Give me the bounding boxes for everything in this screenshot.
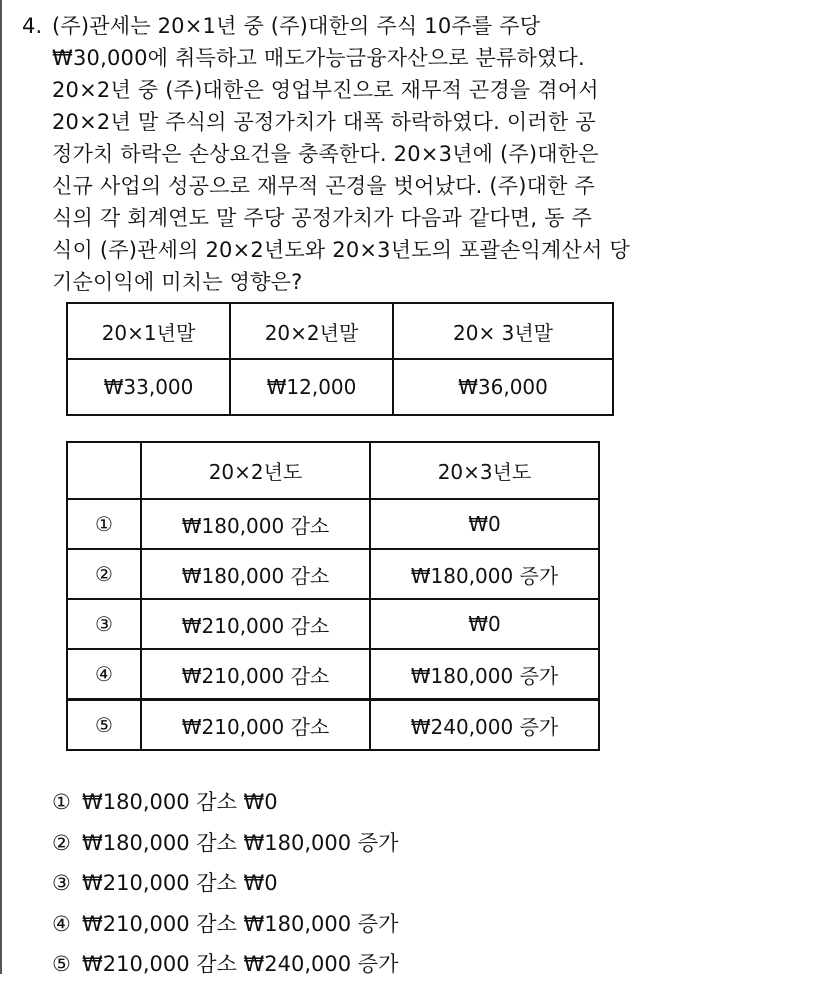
question-stem: [22, 10, 812, 298]
option-year3-effect: ₩240,000 증가: [370, 700, 599, 751]
answer-table-row: [67, 499, 599, 549]
choice-text: ₩180,000 감소 ₩0: [82, 790, 278, 814]
question-line: 20×2년 말 주식의 공정가치가 대폭 하락하였다. 이러한 공: [52, 110, 596, 134]
value-cell-year1: ₩33,000: [67, 359, 230, 415]
choice-marker: ⑤: [52, 952, 71, 976]
question-line: 20×2년 중 (주)대한은 영업부진으로 재무적 곤경을 겪어서: [52, 78, 599, 102]
question-line: 신규 사업의 성공으로 재무적 곤경을 벗어났다. (주)대한 주: [52, 174, 595, 198]
header-cell-year3: 20×3년도: [370, 442, 599, 499]
option-year3-effect: ₩0: [370, 499, 599, 549]
choice-text: ₩210,000 감소 ₩0: [82, 871, 278, 895]
option-year2-effect: ₩210,000 감소: [141, 700, 370, 751]
option-year2-effect: ₩180,000 감소: [141, 499, 370, 549]
option-mark: ④: [67, 649, 141, 700]
answer-table-header-row: [67, 442, 599, 499]
question-line: (주)관세는 20×1년 중 (주)대한의 주식 10주를 주당: [52, 14, 541, 38]
option-year3-effect: ₩180,000 증가: [370, 549, 599, 599]
value-cell-year3: ₩36,000: [393, 359, 613, 415]
question-number: 4.: [22, 14, 43, 38]
choice-marker: ②: [52, 830, 71, 855]
choice-marker: ③: [52, 871, 71, 895]
choice-marker: ①: [52, 790, 71, 814]
question-line: 정가치 하락은 손상요건을 충족한다. 20×3년에 (주)대한은: [52, 142, 599, 166]
choice-text: ₩180,000 감소 ₩180,000 증가: [82, 830, 399, 855]
header-cell-blank: [67, 442, 141, 499]
choice-text: ₩210,000 감소 ₩240,000 증가: [82, 952, 399, 976]
answer-table-row: [67, 599, 599, 649]
option-year2-effect: ₩210,000 감소: [141, 599, 370, 649]
choice-text: ₩210,000 감소 ₩180,000 증가: [82, 911, 399, 936]
left-margin-rule: [0, 0, 2, 974]
option-mark: ⑤: [67, 700, 141, 751]
header-cell-year2: 20×2년도: [141, 442, 370, 499]
fair-value-header-row: [67, 303, 613, 359]
option-mark: ①: [67, 499, 141, 549]
header-cell-year2: 20×2년말: [230, 303, 393, 359]
choice-marker: ④: [52, 911, 71, 936]
fair-value-values-row: [67, 359, 613, 415]
question-line: 식의 각 회계연도 말 주당 공정가치가 다음과 같다면, 동 주: [52, 206, 592, 230]
fair-value-table: [66, 302, 614, 416]
option-year3-effect: ₩0: [370, 599, 599, 649]
option-mark: ②: [67, 549, 141, 599]
question-line: 기순이익에 미치는 영향은?: [52, 270, 303, 294]
answer-table-row: [67, 549, 599, 599]
question-line: 식이 (주)관세의 20×2년도와 20×3년도의 포괄손익계산서 당: [52, 238, 630, 262]
value-cell-year2: ₩12,000: [230, 359, 393, 415]
answer-choice-2[interactable]: [52, 823, 398, 864]
answer-choices-list: [52, 782, 398, 985]
answer-choice-3[interactable]: [52, 863, 398, 904]
header-cell-year1: 20×1년말: [67, 303, 230, 359]
answer-choice-4[interactable]: [52, 904, 398, 945]
option-year3-effect: ₩180,000 증가: [370, 649, 599, 700]
answer-choice-5[interactable]: [52, 944, 398, 985]
answer-choice-1[interactable]: [52, 782, 398, 823]
option-mark: ③: [67, 599, 141, 649]
option-year2-effect: ₩210,000 감소: [141, 649, 370, 700]
question-line: ₩30,000에 취득하고 매도가능금융자산으로 분류하였다.: [52, 46, 585, 70]
answer-table-row: [67, 649, 599, 700]
header-cell-year3: 20× 3년말: [393, 303, 613, 359]
option-year2-effect: ₩180,000 감소: [141, 549, 370, 599]
answer-table-row: [67, 700, 599, 751]
answer-options-table: [66, 441, 600, 751]
